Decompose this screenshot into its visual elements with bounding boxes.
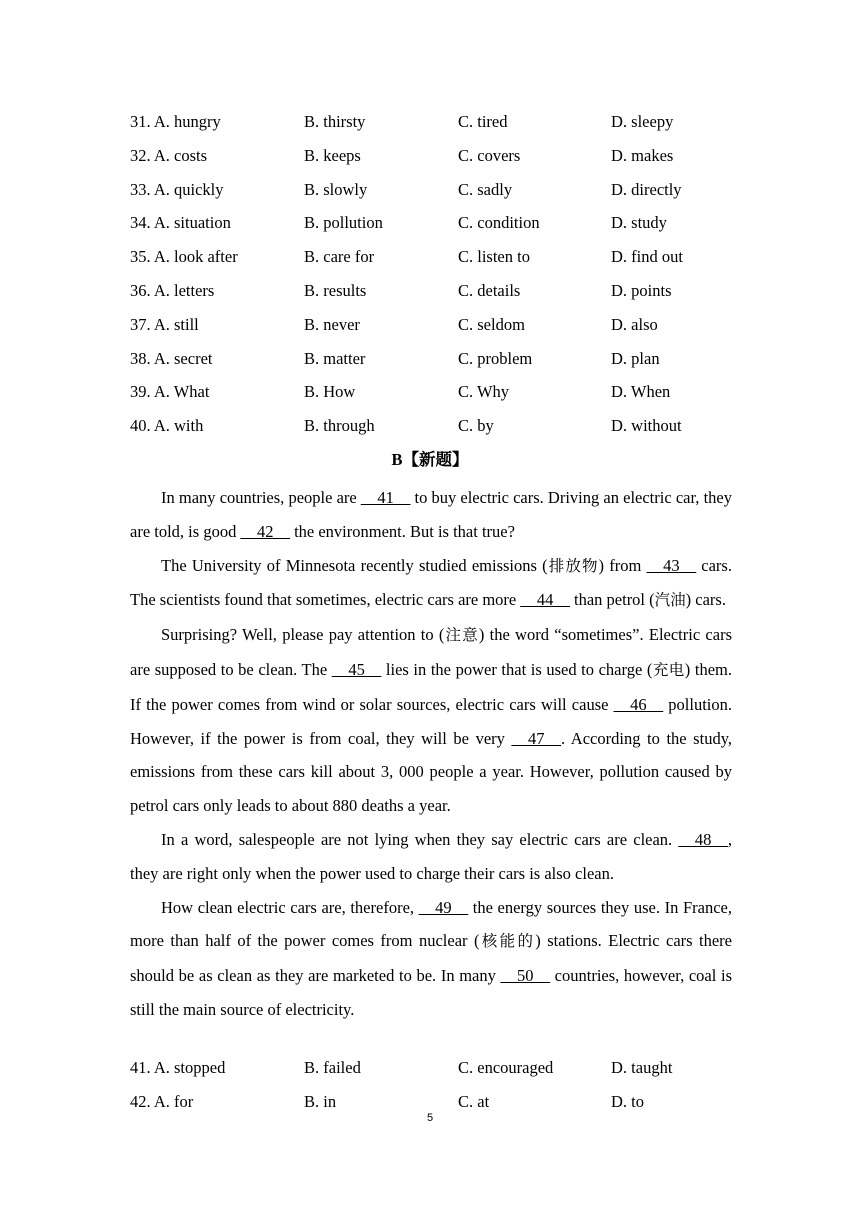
option-b: B. never <box>304 315 360 334</box>
blank-42: __42__ <box>240 521 290 541</box>
option-d: D. study <box>611 213 667 232</box>
passage-paragraph-5 <box>130 891 732 1027</box>
option-row-31 <box>0 111 860 133</box>
passage-text: ) the word “sometimes”. Electric cars are supposed to be clean. The <box>130 625 732 679</box>
passage-text: . According to the study, emissions from these cars kill about 3, 000 people a year. However, pollution caused by petrol cars only leads to about 880 deaths a year. <box>130 728 732 816</box>
passage-paragraph-3 <box>130 618 732 823</box>
option-c: C. condition <box>458 213 540 232</box>
passage-text: Surprising? Well, please pay attention to ( <box>161 625 445 645</box>
option-d: D. plan <box>611 349 660 368</box>
blank-49: __49__ <box>418 897 469 917</box>
chinese-gloss: 充电 <box>652 660 685 679</box>
option-b: B. pollution <box>304 213 383 232</box>
option-d: D. makes <box>611 146 674 165</box>
option-b: B. through <box>304 416 375 435</box>
option-b: B. matter <box>304 349 366 368</box>
option-row-42 <box>0 1091 860 1113</box>
option-a: 31. A. hungry <box>130 112 221 131</box>
option-a: 39. A. What <box>130 382 210 401</box>
passage-text: pollution. However, if the power is from coal, they will be very <box>130 694 733 748</box>
option-c: C. covers <box>458 146 521 165</box>
chinese-gloss: 核能的 <box>479 932 536 951</box>
option-row-35 <box>0 246 860 268</box>
chinese-gloss: 注意 <box>444 626 479 645</box>
option-c: C. problem <box>458 349 533 368</box>
option-c: C. by <box>458 416 494 435</box>
option-a: 38. A. secret <box>130 349 213 368</box>
option-d: D. When <box>611 382 671 401</box>
option-a: 35. A. look after <box>130 247 238 266</box>
chinese-gloss: 汽油 <box>654 591 686 610</box>
option-a: 36. A. letters <box>130 281 215 300</box>
section-heading: B【新题】 <box>391 450 469 469</box>
option-a: 33. A. quickly <box>130 180 224 199</box>
option-d: D. also <box>611 315 658 334</box>
passage-text: In many countries, people are <box>161 488 361 507</box>
passage-text: to buy electric cars. Driving an electric car, they are told, is good <box>130 488 732 541</box>
option-b: B. thirsty <box>304 112 366 131</box>
option-c: C. sadly <box>458 180 513 199</box>
option-c: C. listen to <box>458 247 530 266</box>
blank-48: __48__ <box>678 829 728 849</box>
option-row-32 <box>0 145 860 167</box>
passage-text: lies in the power that is used to charge ( <box>381 659 653 679</box>
option-row-34 <box>0 212 860 234</box>
chinese-gloss: 排放物 <box>547 556 599 575</box>
option-c: C. Why <box>458 382 510 401</box>
option-row-36 <box>0 280 860 302</box>
option-d: D. to <box>611 1092 644 1111</box>
option-a: 32. A. costs <box>130 146 208 165</box>
option-c: C. at <box>458 1092 490 1111</box>
passage-paragraph-1 <box>130 481 732 549</box>
passage-text: ) them. If the power comes from wind or solar sources, electric cars will cause <box>130 659 732 714</box>
passage-text: The University of Minnesota recently studied emissions ( <box>161 555 548 575</box>
passage-text: In a word, salespeople are not lying when they say electric cars are clean. <box>161 829 679 849</box>
option-b: B. care for <box>304 247 375 266</box>
option-b: B. keeps <box>304 146 361 165</box>
option-c: C. seldom <box>458 315 525 334</box>
option-b: B. in <box>304 1092 337 1111</box>
passage-text: , they are right only when the power used to charge their cars is also clean. <box>130 829 732 883</box>
option-c: C. tired <box>458 112 508 131</box>
blank-47: __47__ <box>511 728 561 748</box>
passage-text: ) from <box>598 555 647 575</box>
option-d: D. without <box>611 416 682 435</box>
passage-text: cars. The scientists found that sometimes, electric cars are more <box>130 555 732 610</box>
option-a: 37. A. still <box>130 315 199 334</box>
passage-text: than petrol ( <box>569 590 655 610</box>
option-b: B. slowly <box>304 180 368 199</box>
option-d: D. sleepy <box>611 112 674 131</box>
option-d: D. find out <box>611 247 683 266</box>
blank-46: __46__ <box>613 694 664 714</box>
passage-text: countries, however, coal is still the main source of electricity. <box>130 966 732 1019</box>
passage-paragraph-2 <box>130 549 732 619</box>
option-d: D. points <box>611 281 672 300</box>
blank-45: __45__ <box>331 659 382 679</box>
reading-passage <box>130 481 732 1027</box>
option-d: D. taught <box>611 1058 673 1077</box>
option-row-41 <box>0 1057 860 1079</box>
option-row-39 <box>0 381 860 403</box>
option-row-40 <box>0 415 860 437</box>
option-row-37 <box>0 314 860 336</box>
blank-43: __43__ <box>646 555 697 575</box>
passage-text: How clean electric cars are, therefore, <box>161 897 419 917</box>
passage-text: ) cars. <box>685 590 726 610</box>
option-b: B. How <box>304 382 356 401</box>
blank-41: __41__ <box>360 488 411 507</box>
option-row-38 <box>0 348 860 370</box>
option-b: B. results <box>304 281 367 300</box>
option-row-33 <box>0 179 860 201</box>
blank-44: __44__ <box>520 590 570 610</box>
option-b: B. failed <box>304 1058 361 1077</box>
option-c: C. details <box>458 281 521 300</box>
passage-paragraph-4 <box>130 823 732 891</box>
option-a: 34. A. situation <box>130 213 231 232</box>
passage-text: ) stations. Electric cars there should be as clean as they are marketed to be. In many <box>130 931 732 986</box>
passage-text: the environment. But is that true? <box>289 521 515 541</box>
option-c: C. encouraged <box>458 1058 554 1077</box>
option-a: 42. A. for <box>130 1092 194 1111</box>
option-a: 41. A. stopped <box>130 1058 226 1077</box>
option-d: D. directly <box>611 180 682 199</box>
page-number: 5 <box>426 1112 434 1124</box>
blank-50: __50__ <box>500 966 551 986</box>
option-a: 40. A. with <box>130 416 204 435</box>
passage-text: the energy sources they use. In France, more than half of the power comes from nuclear ( <box>130 897 732 951</box>
